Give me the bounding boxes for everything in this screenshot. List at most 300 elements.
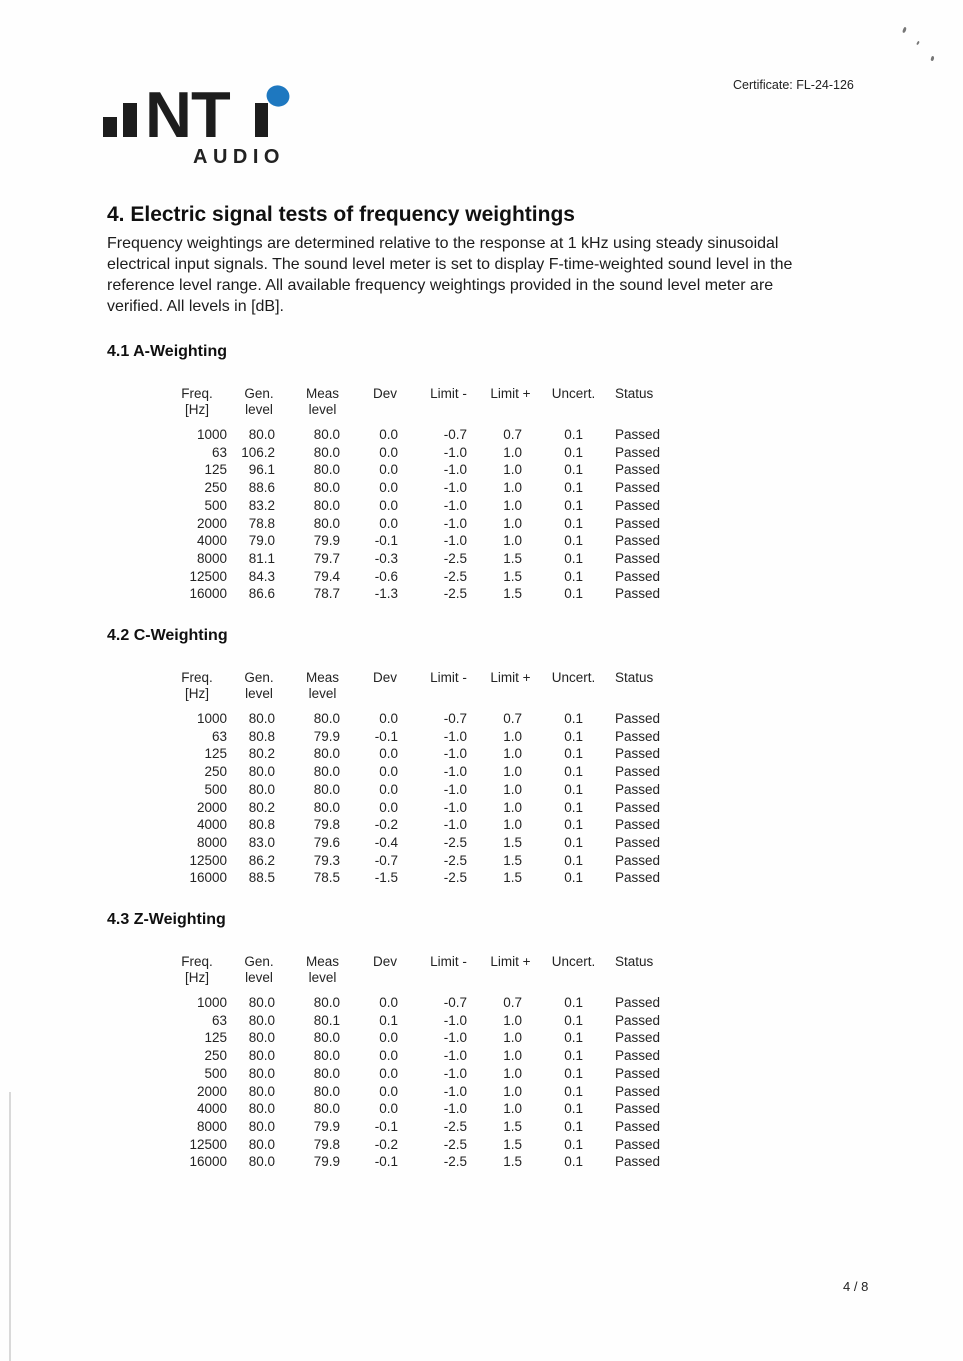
value-cell: -2.5 (443, 550, 467, 566)
value-cell: 0.1 (564, 799, 583, 815)
weighting-section (107, 912, 887, 1171)
table-row (167, 728, 685, 746)
table-row (167, 1047, 685, 1065)
table-row (167, 444, 685, 462)
column-header: Meas level (305, 670, 339, 701)
status-cell: Passed (615, 1136, 661, 1152)
value-cell: -0.2 (374, 1136, 398, 1152)
status-cell: Passed (615, 728, 661, 744)
column-header: Limit + (490, 954, 531, 970)
logo-nt-text: NT (145, 83, 230, 151)
value-cell: -0.7 (374, 852, 398, 868)
value-cell: 0.1 (564, 586, 583, 602)
value-cell: 0.0 (379, 1030, 398, 1046)
value-cell: 1.5 (503, 1136, 522, 1152)
value-cell: 80.0 (248, 1030, 275, 1046)
status-cell: Passed (615, 462, 661, 478)
value-cell: 80.0 (248, 1101, 275, 1117)
value-cell: 80.0 (248, 1118, 275, 1134)
value-cell: -2.5 (443, 1118, 467, 1134)
value-cell: 0.1 (564, 1101, 583, 1117)
intro-paragraph (107, 233, 887, 317)
value-cell: 125 (204, 462, 227, 478)
status-cell: Passed (615, 817, 661, 833)
value-cell: 1.0 (503, 1083, 522, 1099)
status-cell: Passed (615, 799, 661, 815)
value-cell: 80.2 (248, 799, 275, 815)
value-cell: -1.0 (443, 444, 467, 460)
value-cell: 80.0 (313, 462, 340, 478)
value-cell: 4000 (196, 817, 227, 833)
scan-speckle (902, 27, 907, 34)
value-cell: 250 (204, 480, 227, 496)
value-cell: 80.0 (313, 711, 340, 727)
value-cell: 0.1 (564, 480, 583, 496)
value-cell: 96.1 (248, 462, 275, 478)
value-cell: 8000 (196, 1118, 227, 1134)
table-row (167, 994, 685, 1012)
value-cell: 16000 (189, 586, 227, 602)
status-cell: Passed (615, 1154, 661, 1170)
value-cell: 0.1 (564, 1030, 583, 1046)
status-cell: Passed (615, 533, 661, 549)
column-header: Freq. [Hz] (181, 386, 213, 417)
column-header: Uncert. (551, 670, 596, 686)
value-cell: 80.0 (248, 1136, 275, 1152)
value-cell: 1.5 (503, 1154, 522, 1170)
value-cell: 88.6 (248, 480, 275, 496)
table-row (167, 426, 685, 444)
logo-i-dot-icon (264, 83, 292, 109)
value-cell: 80.0 (248, 1154, 275, 1170)
status-cell: Passed (615, 1065, 661, 1081)
value-cell: 81.1 (248, 550, 275, 566)
column-header: Dev (372, 386, 397, 401)
table-row (167, 1012, 685, 1030)
value-cell: 0.0 (379, 444, 398, 460)
value-cell: 0.0 (379, 781, 398, 797)
table-row (167, 585, 685, 603)
value-cell: -2.5 (443, 1136, 467, 1152)
value-cell: 0.0 (379, 711, 398, 727)
header-row (167, 670, 685, 710)
status-cell: Passed (615, 1048, 661, 1064)
table-row (167, 816, 685, 834)
value-cell: 0.7 (503, 995, 522, 1011)
value-cell: -1.0 (443, 799, 467, 815)
value-cell: 83.2 (248, 497, 275, 513)
value-cell: 80.0 (313, 1101, 340, 1117)
table-row (167, 479, 685, 497)
intro-line: Frequency weightings are determined relative to the response at 1 kHz using steady sinusoidal (107, 235, 779, 252)
value-cell: 80.0 (313, 515, 340, 531)
value-cell: 80.0 (248, 764, 275, 780)
value-cell: 0.0 (379, 1101, 398, 1117)
column-header: Gen. level (244, 954, 274, 985)
value-cell: 1.5 (503, 852, 522, 868)
column-header: Status (615, 386, 654, 401)
value-cell: 1000 (196, 427, 227, 442)
value-cell: 0.1 (564, 1118, 583, 1134)
value-cell: 0.0 (379, 515, 398, 531)
value-cell: 1.0 (503, 462, 522, 478)
weighting-heading: 4.3 Z-Weighting (107, 911, 226, 929)
status-cell: Passed (615, 852, 661, 868)
value-cell: 80.8 (248, 817, 275, 833)
value-cell: 86.2 (248, 852, 275, 868)
value-cell: 0.0 (379, 497, 398, 513)
value-cell: 0.1 (564, 515, 583, 531)
value-cell: 0.1 (564, 550, 583, 566)
value-cell: 84.3 (248, 568, 275, 584)
value-cell: 78.7 (313, 586, 340, 602)
value-cell: 0.1 (564, 995, 583, 1011)
value-cell: 80.0 (313, 1030, 340, 1046)
value-cell: 0.0 (379, 462, 398, 478)
value-cell: 78.5 (313, 870, 340, 886)
value-cell: 1.0 (503, 1048, 522, 1064)
value-cell: 80.0 (248, 995, 275, 1011)
value-cell: -1.0 (443, 1048, 467, 1064)
value-cell: 80.0 (248, 1083, 275, 1099)
value-cell: 125 (204, 1030, 227, 1046)
value-cell: 4000 (196, 533, 227, 549)
certificate-number: Certificate: FL-24-126 (733, 78, 854, 92)
weighting-table (167, 954, 685, 1171)
value-cell: 2000 (196, 799, 227, 815)
value-cell: 80.0 (313, 995, 340, 1011)
column-header: Status (615, 954, 654, 970)
value-cell: -2.5 (443, 870, 467, 886)
value-cell: 12500 (189, 852, 227, 868)
value-cell: 1.5 (503, 870, 522, 886)
value-cell: 0.1 (564, 711, 583, 727)
value-cell: 80.0 (313, 427, 340, 442)
value-cell: 0.1 (564, 1083, 583, 1099)
value-cell: 79.9 (313, 533, 340, 549)
section-title: 4. Electric signal tests of frequency weightings (107, 203, 575, 226)
value-cell: 2000 (196, 1083, 227, 1099)
value-cell: 4000 (196, 1101, 227, 1117)
value-cell: 0.7 (503, 711, 522, 727)
value-cell: 0.0 (379, 764, 398, 780)
table-row (167, 1083, 685, 1101)
value-cell: 80.0 (313, 1048, 340, 1064)
status-cell: Passed (615, 1030, 661, 1046)
value-cell: 0.1 (379, 1012, 398, 1028)
value-cell: -1.3 (374, 586, 398, 602)
value-cell: -1.0 (443, 1012, 467, 1028)
value-cell: 1.5 (503, 568, 522, 584)
value-cell: -0.1 (374, 1154, 398, 1170)
page-number: 4 / 8 (843, 1279, 869, 1294)
table-row (167, 763, 685, 781)
weighting-table (167, 386, 685, 603)
value-cell: -0.4 (374, 834, 398, 850)
value-cell: -1.0 (443, 1101, 467, 1117)
value-cell: 2000 (196, 515, 227, 531)
status-cell: Passed (615, 1118, 661, 1134)
value-cell: 80.0 (248, 427, 275, 442)
value-cell: 0.7 (503, 427, 522, 442)
value-cell: -1.0 (443, 462, 467, 478)
value-cell: 1.0 (503, 533, 522, 549)
value-cell: 80.0 (313, 1065, 340, 1081)
status-cell: Passed (615, 586, 661, 602)
value-cell: -1.0 (443, 497, 467, 513)
value-cell: 16000 (189, 870, 227, 886)
intro-line: reference level range. All available frequency weightings provided in the sound level meter are (107, 277, 774, 294)
value-cell: 1.0 (503, 817, 522, 833)
value-cell: 0.0 (379, 995, 398, 1011)
table-row (167, 497, 685, 515)
value-cell: 88.5 (248, 870, 275, 886)
value-cell: 0.0 (379, 1065, 398, 1081)
weighting-table (167, 670, 685, 887)
value-cell: 1.0 (503, 497, 522, 513)
value-cell: 80.8 (248, 728, 275, 744)
value-cell: -0.1 (374, 728, 398, 744)
value-cell: 8000 (196, 834, 227, 850)
table-row (167, 532, 685, 550)
value-cell: -1.0 (443, 515, 467, 531)
value-cell: -0.6 (374, 568, 398, 584)
value-cell: -1.0 (443, 1083, 467, 1099)
table-row (167, 1118, 685, 1136)
value-cell: 1.0 (503, 781, 522, 797)
scan-speckle (916, 41, 920, 45)
value-cell: 79.9 (313, 1118, 340, 1134)
value-cell: 0.1 (564, 728, 583, 744)
value-cell: 0.1 (564, 444, 583, 460)
column-header: Uncert. (551, 954, 596, 970)
value-cell: 1.0 (503, 1012, 522, 1028)
table-row (167, 1065, 685, 1083)
column-header: Freq. [Hz] (181, 670, 213, 701)
weighting-sections (107, 344, 887, 1171)
value-cell: 80.0 (313, 799, 340, 815)
value-cell: 79.6 (313, 834, 340, 850)
status-cell: Passed (615, 1101, 661, 1117)
header-row (167, 386, 685, 426)
value-cell: 1.0 (503, 746, 522, 762)
status-cell: Passed (615, 870, 661, 886)
document-body (107, 203, 887, 1171)
logo-i-stem (255, 103, 268, 137)
column-header: Dev (372, 670, 397, 686)
value-cell: 80.0 (248, 1048, 275, 1064)
value-cell: 0.0 (379, 799, 398, 815)
status-cell: Passed (615, 995, 661, 1011)
value-cell: 8000 (196, 550, 227, 566)
table-row (167, 515, 685, 533)
value-cell: 1.0 (503, 480, 522, 496)
value-cell: 250 (204, 764, 227, 780)
value-cell: 12500 (189, 1136, 227, 1152)
table-row (167, 1136, 685, 1154)
value-cell: 79.4 (313, 568, 340, 584)
column-header: Dev (372, 954, 397, 970)
column-header: Gen. level (244, 386, 274, 417)
logo-bar-icon (103, 117, 117, 137)
value-cell: 0.1 (564, 852, 583, 868)
value-cell: 1.5 (503, 1118, 522, 1134)
intro-line: electrical input signals. The sound level meter is set to display F-time-weighted sound level in the (107, 256, 793, 273)
weighting-heading: 4.1 A-Weighting (107, 343, 227, 360)
value-cell: 0.1 (564, 462, 583, 478)
value-cell: 1.0 (503, 764, 522, 780)
value-cell: 80.0 (313, 1083, 340, 1099)
weighting-heading: 4.2 C-Weighting (107, 627, 228, 645)
column-header: Limit - (430, 386, 467, 401)
column-header: Freq. [Hz] (181, 954, 213, 985)
value-cell: 1.5 (503, 834, 522, 850)
value-cell: -0.1 (374, 1118, 398, 1134)
value-cell: 0.1 (564, 1154, 583, 1170)
weighting-section (107, 344, 887, 603)
value-cell: -0.7 (443, 711, 467, 727)
value-cell: -0.3 (374, 550, 398, 566)
status-cell: Passed (615, 497, 661, 513)
column-header: Limit - (430, 670, 467, 686)
value-cell: 1.0 (503, 728, 522, 744)
value-cell: 0.0 (379, 480, 398, 496)
value-cell: 12500 (189, 568, 227, 584)
header-row (167, 954, 685, 994)
value-cell: 79.3 (313, 852, 340, 868)
weighting-section (107, 628, 887, 887)
value-cell: -2.5 (443, 1154, 467, 1170)
status-cell: Passed (615, 550, 661, 566)
value-cell: -2.5 (443, 852, 467, 868)
table-row (167, 710, 685, 728)
value-cell: -1.0 (443, 781, 467, 797)
value-cell: -1.5 (374, 870, 398, 886)
value-cell: 86.6 (248, 586, 275, 602)
table-row (167, 869, 685, 887)
value-cell: -1.0 (443, 1030, 467, 1046)
value-cell: 0.1 (564, 781, 583, 797)
status-cell: Passed (615, 746, 661, 762)
status-cell: Passed (615, 1083, 661, 1099)
table-row (167, 1029, 685, 1047)
value-cell: 0.1 (564, 817, 583, 833)
value-cell: -0.2 (374, 817, 398, 833)
column-header: Gen. level (244, 670, 274, 701)
value-cell: 80.0 (313, 444, 340, 460)
value-cell: 1.0 (503, 1101, 522, 1117)
value-cell: 80.0 (313, 781, 340, 797)
value-cell: 0.1 (564, 427, 583, 442)
value-cell: 79.8 (313, 817, 340, 833)
status-cell: Passed (615, 480, 661, 496)
table-row (167, 550, 685, 568)
logo-audio-text: AUDIO (193, 146, 285, 167)
value-cell: 79.9 (313, 1154, 340, 1170)
table-row (167, 461, 685, 479)
value-cell: 78.8 (248, 515, 275, 531)
value-cell: 1.5 (503, 550, 522, 566)
value-cell: -0.1 (374, 533, 398, 549)
table-row (167, 852, 685, 870)
value-cell: 80.0 (248, 1012, 275, 1028)
value-cell: 79.9 (313, 728, 340, 744)
column-header: Uncert. (551, 386, 596, 401)
value-cell: 0.1 (564, 497, 583, 513)
column-header: Limit - (430, 954, 467, 970)
value-cell: -1.0 (443, 764, 467, 780)
value-cell: 63 (211, 1012, 227, 1028)
column-header: Limit + (490, 386, 531, 401)
value-cell: 79.8 (313, 1136, 340, 1152)
value-cell: 0.0 (379, 427, 398, 442)
status-cell: Passed (615, 1012, 661, 1028)
status-cell: Passed (615, 834, 661, 850)
status-cell: Passed (615, 711, 661, 727)
value-cell: -1.0 (443, 817, 467, 833)
value-cell: 0.0 (379, 1048, 398, 1064)
status-cell: Passed (615, 427, 661, 442)
value-cell: -1.0 (443, 533, 467, 549)
table-row (167, 745, 685, 763)
intro-line: verified. All levels in [dB]. (107, 298, 284, 315)
table-row (167, 834, 685, 852)
value-cell: 80.0 (248, 1065, 275, 1081)
value-cell: 250 (204, 1048, 227, 1064)
value-cell: 0.1 (564, 1136, 583, 1152)
value-cell: 83.0 (248, 834, 275, 850)
value-cell: 0.1 (564, 870, 583, 886)
value-cell: 80.2 (248, 746, 275, 762)
value-cell: 0.1 (564, 568, 583, 584)
value-cell: 1.0 (503, 515, 522, 531)
column-header: Meas level (305, 954, 339, 985)
value-cell: 1000 (196, 995, 227, 1011)
status-cell: Passed (615, 781, 661, 797)
nti-audio-logo (100, 83, 300, 167)
value-cell: 500 (204, 781, 227, 797)
value-cell: -1.0 (443, 728, 467, 744)
value-cell: 16000 (189, 1154, 227, 1170)
value-cell: 0.0 (379, 746, 398, 762)
value-cell: 0.1 (564, 746, 583, 762)
value-cell: 106.2 (241, 444, 275, 460)
status-cell: Passed (615, 515, 661, 531)
value-cell: 1.0 (503, 1065, 522, 1081)
value-cell: -1.0 (443, 480, 467, 496)
value-cell: -2.5 (443, 568, 467, 584)
column-header: Status (615, 670, 654, 686)
value-cell: 79.7 (313, 550, 340, 566)
value-cell: 1.5 (503, 586, 522, 602)
value-cell: -0.7 (443, 995, 467, 1011)
column-header: Limit + (490, 670, 531, 686)
table-row (167, 799, 685, 817)
value-cell: 0.1 (564, 834, 583, 850)
value-cell: 80.0 (313, 764, 340, 780)
table-row (167, 568, 685, 586)
value-cell: 0.1 (564, 1012, 583, 1028)
value-cell: 500 (204, 1065, 227, 1081)
scan-edge-line (9, 1092, 11, 1361)
value-cell: 80.0 (313, 480, 340, 496)
value-cell: 80.0 (248, 711, 275, 727)
value-cell: 80.0 (248, 781, 275, 797)
value-cell: -2.5 (443, 586, 467, 602)
value-cell: 79.0 (248, 533, 275, 549)
value-cell: 0.1 (564, 1065, 583, 1081)
value-cell: 500 (204, 497, 227, 513)
